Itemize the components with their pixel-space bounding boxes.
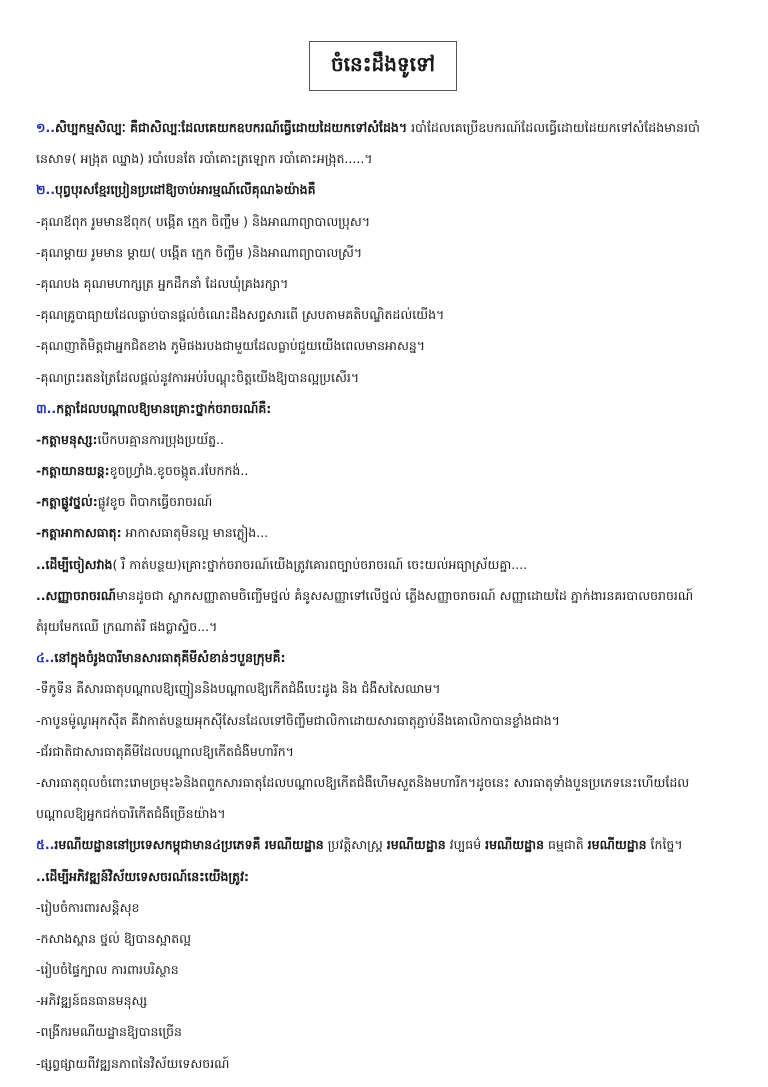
body-text: -កសាងស្ពាន ថ្នល់ ឱ្យបានស្អាតល្អ — [36, 930, 192, 946]
body-text: -គុណម្ដាយ រូមមាន ម្ដាយ( បង្កើត ក្មេក ចិញ្ចឹម )និងអាណាព្យាបាលស្រី។ — [36, 244, 363, 260]
bold-text: នៅក្នុងចំរូងបារីមានសារធាតុគីមីសំខាន់ៗបួនក្រុមគឺ: — [54, 650, 286, 666]
body-text: អាកាសធាតុមិនល្អ មានភ្លៀង... — [121, 525, 269, 541]
bold-text: រមណីយដ្ឋាន — [587, 837, 647, 853]
bold-text: បុព្វបុរសខ្មែរប្រៀនប្រដៅឱ្យចាប់អារម្មណ៍លើគុណ៦យ៉ាងគឺ — [54, 182, 316, 198]
section-number: ២.. — [36, 182, 55, 198]
text-line — [36, 206, 758, 237]
text-line — [36, 549, 758, 580]
text-line — [36, 767, 758, 798]
text-line — [36, 1016, 758, 1047]
bold-text: រមណីយដ្ឋាន — [386, 837, 446, 853]
text-line — [36, 673, 758, 704]
body-text: -រៀបចំការពារសន្តិសុខ — [36, 899, 140, 915]
body-text: របាំដែលគេប្រើឧបករណ៍ដែលធ្វើដោយដៃយកទៅសំដែងមានរបាំ — [407, 120, 700, 135]
section-number: ៥.. — [36, 837, 55, 853]
text-line — [36, 829, 758, 860]
text-line — [36, 954, 758, 985]
bold-text: -កត្តាផ្លូវថ្នល់: — [36, 494, 98, 510]
text-line — [36, 705, 758, 736]
text-line — [36, 1048, 758, 1079]
text-line — [36, 861, 758, 892]
bold-text: -កត្តាយានយន្ត: — [36, 463, 110, 479]
body-text: -សារធាតុពុលចំពោះរោមច្រមុះ៦និងពពួកសារធាតុដែលបណ្ដាលឱ្យកើតជំងឺហើមសួតនិងមហារីក។ដូចនេះ សារធាតុទាំងបួនប្រភេទនេះហើយដែល — [36, 774, 690, 790]
text-line — [36, 892, 758, 923]
text-line — [36, 330, 758, 361]
text-line — [36, 642, 758, 673]
page-title: ចំនេះដឹងទូទៅ — [309, 41, 457, 91]
body-text: -ផ្សព្វផ្សាយពីវឌ្ឍនភាពនៃវិស័យទេសចរណ៍ — [36, 1055, 230, 1071]
section-number: ៤.. — [36, 650, 55, 666]
body-text: -គុណញាតិមិត្តជាអ្នកជិតខាង ភូមិផងរបងជាមួយដែលធ្លាប់ជួយយើងពេលមានអាសន្ន។ — [36, 338, 426, 354]
body-text: -រៀបចំផ្ទៃក្បាល ការពារបរិស្ថាន — [36, 962, 179, 978]
body-text: មានដូចជា ស្លាកសញ្ញាតាមចិញ្ចើមថ្នល់ គំនូសសញ្ញាទៅលើថ្នល់ ភ្លើងសញ្ញាចរាចរណ៍ សញ្ញាដោយដៃ ភ្នាក់ងារនគរបាលចរាចរណ៍ — [116, 587, 694, 603]
text-line — [36, 455, 758, 486]
bold-text: ..សញ្ញាចរាចរណ៍ — [36, 587, 117, 603]
body-text: -ពង្រីករមណីយដ្ឋានឱ្យបានច្រើន — [36, 1024, 182, 1040]
text-line — [36, 362, 758, 393]
bold-text: -កត្តាមនុស្ស: — [36, 431, 98, 447]
text-line — [36, 268, 758, 299]
bold-text: រមណីយដ្ឋាននៅប្រទេសកម្ពុជាមាន៤ប្រភេទគឺ រមណីយដ្ឋាន — [54, 837, 324, 853]
body-text: កែច្នៃ។ — [646, 837, 683, 853]
text-line — [36, 393, 758, 424]
text-line — [36, 486, 758, 517]
body-text: -គុណឪពុក រូមមានឪពុក( បង្កើត ក្មេក ចិញ្ចឹម ) និងអាណាព្យាបាលប្រុស។ — [36, 213, 371, 229]
text-line — [36, 299, 758, 330]
body-text: បើកបរគ្មានការប្រុងប្រយ័ត្ន.. — [97, 431, 225, 447]
section-number: ៣.. — [36, 400, 57, 416]
text-line — [36, 424, 758, 455]
text-line — [36, 517, 758, 548]
body-text: ( រឺ កាត់បន្ថយ)គ្រោះថ្នាក់ចរាចរណ៍យើងត្រូវគោរពច្បាប់ចរាចរណ៍ ចេះយល់អធ្យាស្រ័យគ្នា.... — [112, 556, 528, 572]
body-text: -គុណបង គុណមហាក្សត្រ អ្នកដឹកនាំ ដែលឃុំគ្រងរក្សា។ — [36, 275, 289, 291]
body-text: វប្បធម៌ — [445, 837, 486, 853]
body-text: ខូចហ្វ្រាំង.ខូចចង្កូត.របែកកង់.. — [109, 463, 249, 479]
body-text: -គុណព្រះរតនត្រៃដែលផ្ដល់នូវការអប់រំបណ្ដុះចិត្តយើងឱ្យបានល្អប្រសើរ។ — [36, 369, 360, 385]
bold-text: ..ដើម្បីចៀសវាង — [36, 556, 113, 572]
body-text: តំរុយមែកឈើ ក្រណាត់រឺ ផងប្លាស្ទិច...។ — [36, 619, 218, 634]
text-line — [36, 143, 758, 174]
text-line — [36, 112, 758, 143]
bold-text: រមណីយដ្ឋាន — [485, 837, 545, 853]
body-text: បណ្ដាលឱ្យអ្នកជក់បារីកើតជំងឺច្រើនយ៉ាង។ — [36, 806, 226, 822]
body-text: ប្រវត្តិសាស្ត្រ — [323, 837, 387, 853]
bold-text: ..ដើម្បីអភិវឌ្ឍន៍វិស័យទេសចរណ៍នេះយើងត្រូវ: — [36, 868, 250, 884]
bold-text: -កត្តាអាកាសធាតុ: — [36, 525, 122, 541]
body-text: នេសាទ( អង្រុត ឈ្នាង) របាំបេនតែ របាំគោះត្រឡោក របាំគោះអង្រុត.....។ — [36, 151, 373, 167]
text-line — [36, 923, 758, 954]
body-text: -អភិវឌ្ឍន៍ធនធានមនុស្ស — [36, 993, 148, 1009]
section-number: ១.. — [36, 120, 55, 135]
text-line — [36, 736, 758, 767]
body-text: -គុណគ្រូបាធ្យាយដែលធ្លាប់បានផ្ដល់ចំណេះដឹងសព្វសារពើ ស្របតាមគតិបណ្ឌិតដល់យើង។ — [36, 307, 445, 323]
body-text: ធម្មជាតិ — [544, 837, 588, 853]
text-line — [36, 611, 758, 642]
text-line — [36, 985, 758, 1016]
bold-text: សិប្បកម្មសិល្បៈ គឺជាសិល្បៈដែលគេយកឧបករណ៍ធ្វើដោយដៃយកទៅសំដែង។ — [54, 120, 408, 135]
text-line — [36, 798, 758, 829]
text-line — [36, 237, 758, 268]
text-line — [36, 174, 758, 205]
document-body — [36, 112, 758, 1079]
body-text: -ទឹកូទីន គឺសារធាតុបណ្ដាលឱ្យញៀននិងបណ្ដាលឱ្យកើតជំងឺបេះដូង និង ជំងឺសសៃឈាម។ — [36, 681, 441, 697]
body-text: -ជ័រជាតិជាសារធាតុគីមីដែលបណ្ដាលឱ្យកើតជំងឺមហារីក។ — [36, 743, 294, 759]
bold-text: កត្តាដែលបណ្ដាលឱ្យមានគ្រោះថ្នាក់ចរាចរណ៍គឺ: — [56, 400, 272, 416]
text-line — [36, 580, 758, 611]
body-text: -កាបូនម៉ូណូអុកស៊ីត គឺវាកាត់បន្ថយអុកស៊ីសែនដែលទៅចិញ្ចឹមជាលិកាដោយសារធាតុភ្ជាប់នឹងគោលិកាបានខ្លាំងជាង។ — [36, 712, 560, 728]
body-text: ផ្លូវខូច ពិបាកធ្វើចរាចរណ៍ — [97, 494, 213, 510]
